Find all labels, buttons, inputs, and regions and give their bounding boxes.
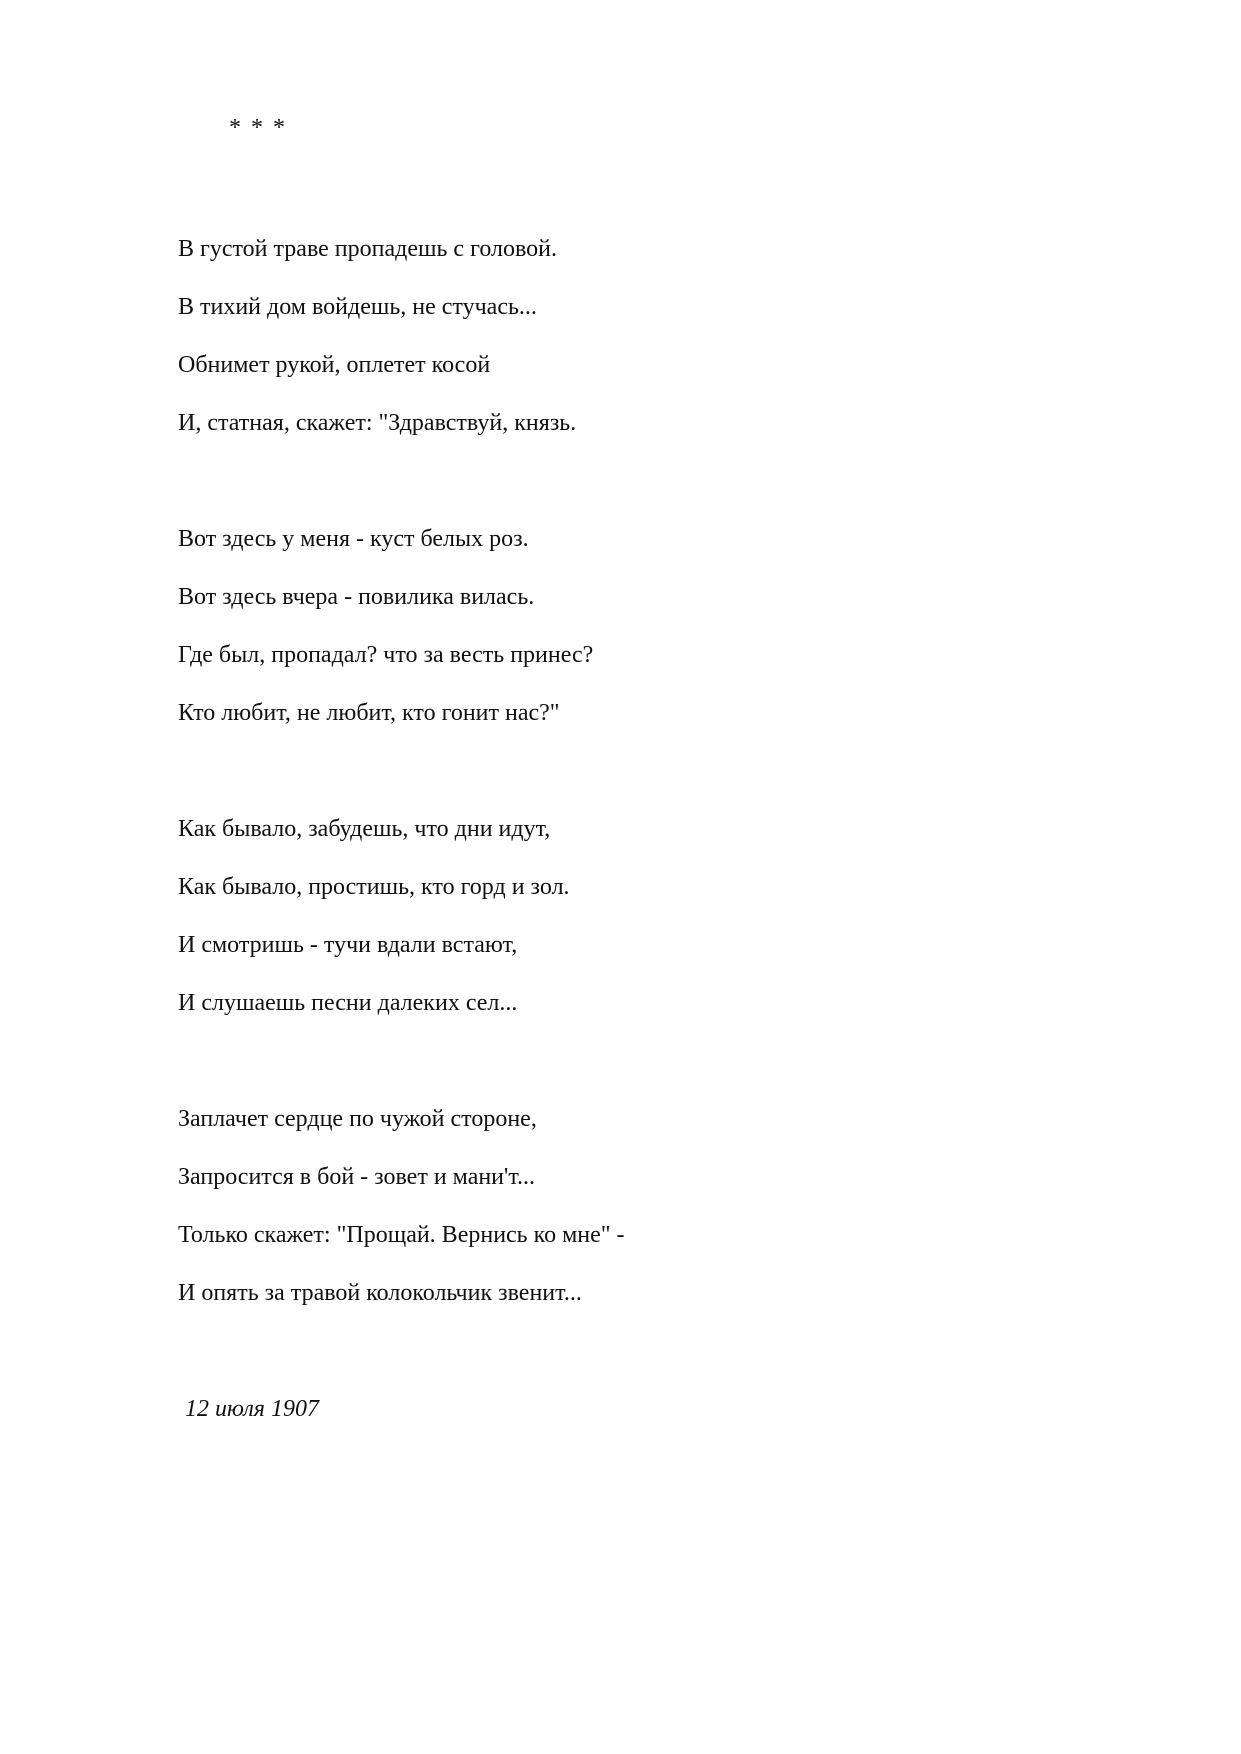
poem-line: Как бывало, забудешь, что дни идут, — [178, 816, 551, 842]
poem-line: Только скажет: "Прощай. Вернись ко мне" - — [178, 1222, 625, 1248]
poem-line: Обнимет рукой, оплетет косой — [178, 352, 491, 378]
poem-line: В тихий дом войдешь, не стучась... — [178, 294, 537, 320]
poem-line: Где был, пропадал? что за весть принес? — [178, 642, 594, 668]
poem-line: И смотришь - тучи вдали встают, — [178, 932, 518, 958]
poem-line: Кто любит, не любит, кто гонит нас?" — [178, 700, 560, 726]
poem-line: Вот здесь вчера - повилика вилась. — [178, 584, 535, 610]
poem-line: В густой траве пропадешь с головой. — [178, 236, 557, 262]
poem-line: И опять за травой колокольчик звенит... — [178, 1280, 582, 1306]
poem-title: * * * — [229, 115, 287, 141]
poem-line: И, статная, скажет: "Здравствуй, князь. — [178, 410, 577, 436]
poem-line: Заплачет сердце по чужой стороне, — [178, 1106, 537, 1132]
poem-line: Запросится в бой - зовет и мани'т... — [178, 1164, 536, 1190]
poem-date: 12 июля 1907 — [185, 1396, 319, 1422]
poem-line: Вот здесь у меня - куст белых роз. — [178, 526, 529, 552]
poem-line: И слушаешь песни далеких сел... — [178, 990, 518, 1016]
poem-line: Как бывало, простишь, кто горд и зол. — [178, 874, 570, 900]
